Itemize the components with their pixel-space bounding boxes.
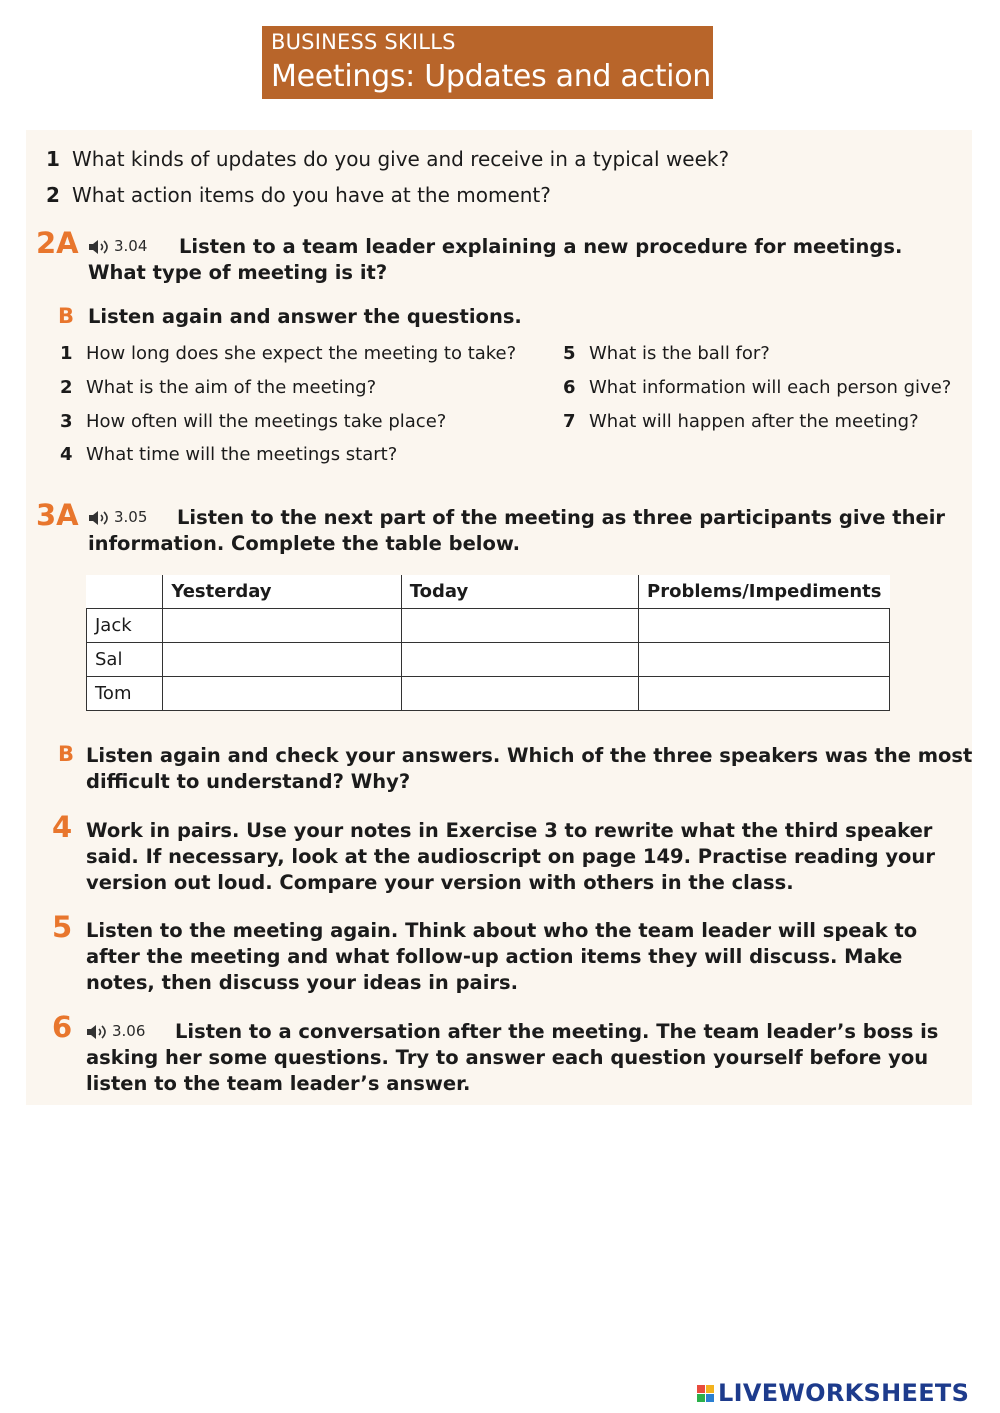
exercise-6-line-2: asking her some questions. Try to answer each question yourself before you xyxy=(86,1046,929,1069)
speaker-icon xyxy=(88,239,110,255)
exercise-3b-label: B xyxy=(58,742,75,766)
exercise-2a-question: What type of meeting is it? xyxy=(88,261,388,284)
audio-track-3a[interactable]: 3.05 xyxy=(88,507,147,526)
exercise-4-line-1: Work in pairs. Use your notes in Exercise 3 to rewrite what the third speaker xyxy=(86,819,933,842)
table-row xyxy=(87,677,890,711)
answer-cell[interactable] xyxy=(401,609,638,643)
answer-cell[interactable] xyxy=(639,677,890,711)
table-row xyxy=(87,643,890,677)
exercise-3a-instruction: Listen to the next part of the meeting as three participants give their xyxy=(177,506,946,529)
logo-grid-icon xyxy=(697,1385,714,1402)
section-header xyxy=(262,26,713,99)
answer-cell[interactable] xyxy=(163,609,401,643)
exercise-2a-instruction: Listen to a team leader explaining a new procedure for meetings. xyxy=(179,235,903,258)
exercise-2b-label: B xyxy=(58,304,75,328)
question-6: 6 What information will each person give? xyxy=(563,377,952,398)
exercise-6-line-1: Listen to a conversation after the meeting. The team leader’s boss is xyxy=(175,1020,939,1043)
table-header-corner xyxy=(87,575,163,609)
table-header-yesterday: Yesterday xyxy=(163,575,401,609)
answer-cell[interactable] xyxy=(639,609,890,643)
answer-cell[interactable] xyxy=(163,643,401,677)
answer-cell[interactable] xyxy=(163,677,401,711)
warmup-question-2: 2 What action items do you have at the moment? xyxy=(46,183,551,207)
exercise-2b-instruction: Listen again and answer the questions. xyxy=(88,305,522,328)
exercise-4-line-2: said. If necessary, look at the audioscript on page 149. Practise reading your xyxy=(86,845,935,868)
exercise-3b-instruction-2: difficult to understand? Why? xyxy=(86,770,411,793)
row-label-tom: Tom xyxy=(87,677,163,711)
question-3: 3 How often will the meetings take place? xyxy=(60,411,447,432)
question-5: 5 What is the ball for? xyxy=(563,343,770,364)
answer-cell[interactable] xyxy=(401,643,638,677)
speaker-icon xyxy=(88,510,110,526)
exercise-4-line-3: version out loud. Compare your version with others in the class. xyxy=(86,871,794,894)
row-label-sal: Sal xyxy=(87,643,163,677)
exercise-3a-label: 3A xyxy=(36,498,79,532)
notes-table xyxy=(86,575,890,711)
exercise-6-label: 6 xyxy=(52,1010,73,1044)
question-7: 7 What will happen after the meeting? xyxy=(563,411,919,432)
table-header-today: Today xyxy=(401,575,638,609)
audio-track-6[interactable]: 3.06 xyxy=(86,1021,145,1040)
exercise-3b-instruction: Listen again and check your answers. Which of the three speakers was the most xyxy=(86,744,973,767)
audio-track-2a[interactable]: 3.04 xyxy=(88,236,147,255)
warmup-question-1: 1 What kinds of updates do you give and receive in a typical week? xyxy=(46,147,730,171)
table-header-row xyxy=(87,575,890,609)
question-2: 2 What is the aim of the meeting? xyxy=(60,377,377,398)
answer-cell[interactable] xyxy=(639,643,890,677)
exercise-5-line-3: notes, then discuss your ideas in pairs. xyxy=(86,971,519,994)
table-row xyxy=(87,609,890,643)
answer-cell[interactable] xyxy=(401,677,638,711)
question-4: 4 What time will the meetings start? xyxy=(60,444,398,465)
exercise-4-label: 4 xyxy=(52,810,73,844)
exercise-5-label: 5 xyxy=(52,910,73,944)
question-1: 1 How long does she expect the meeting to take? xyxy=(60,343,517,364)
row-label-jack: Jack xyxy=(87,609,163,643)
liveworksheets-logo[interactable] xyxy=(697,1377,969,1409)
speaker-icon xyxy=(86,1024,108,1040)
header-title: Meetings: Updates and action xyxy=(271,59,711,94)
exercise-5-line-2: after the meeting and what follow-up action items they will discuss. Make xyxy=(86,945,903,968)
table-header-problems: Problems/Impediments xyxy=(639,575,890,609)
logo-text: LIVEWORKSHEETS xyxy=(718,1379,970,1407)
header-category: BUSINESS SKILLS xyxy=(271,30,456,54)
exercise-3a-instruction-2: information. Complete the table below. xyxy=(88,532,521,555)
exercise-6-line-3: listen to the team leader’s answer. xyxy=(86,1072,471,1095)
exercise-2a-label: 2A xyxy=(36,226,79,260)
exercise-5-line-1: Listen to the meeting again. Think about who the team leader will speak to xyxy=(86,919,918,942)
